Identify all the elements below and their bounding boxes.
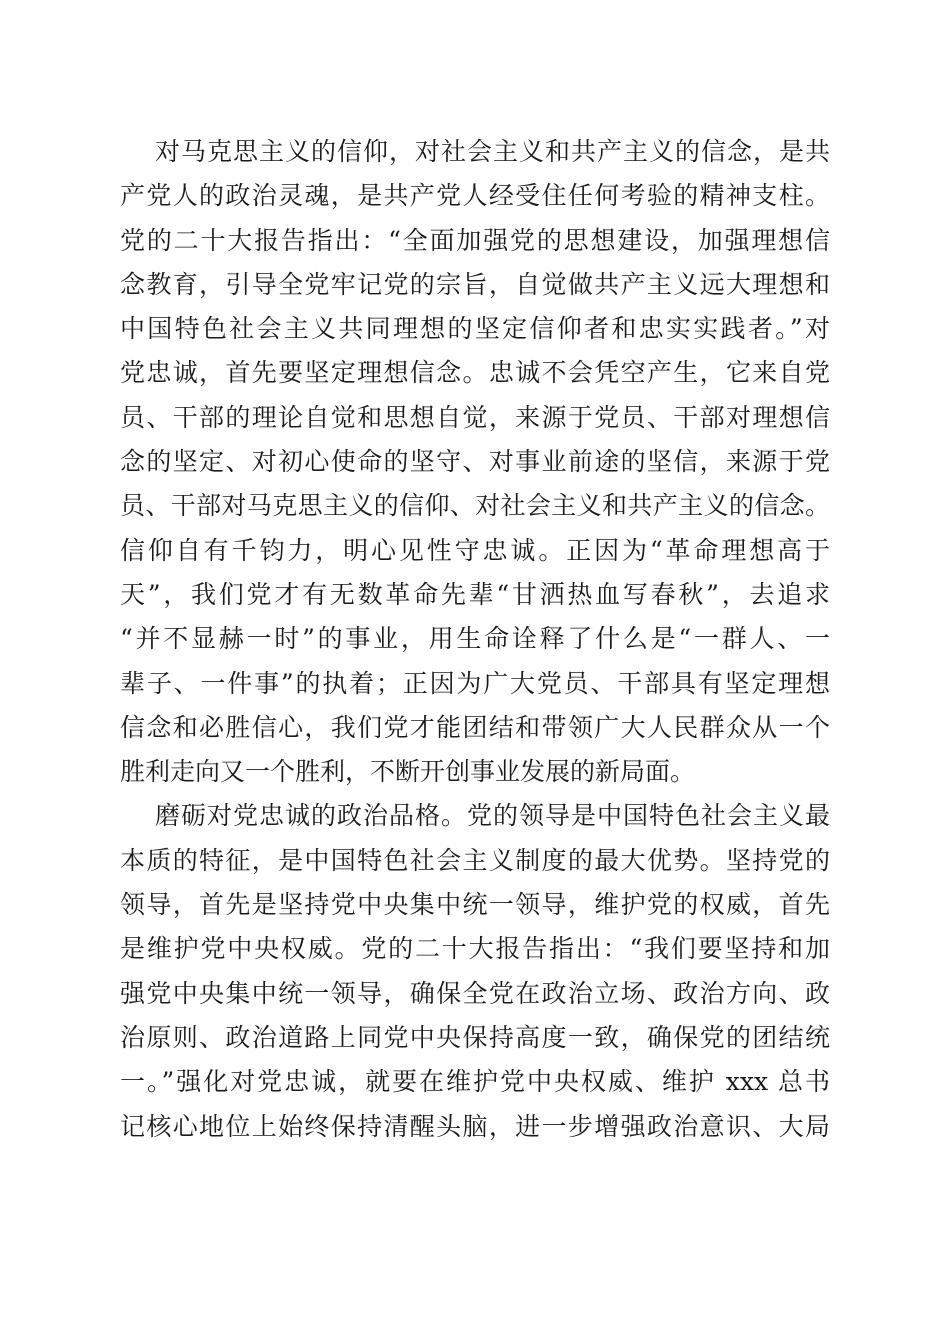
text-line: “并不显赫一时”的事业，用生命诠释了什么是“一群人、一 <box>120 624 830 654</box>
text-line: 中国特色社会主义共同理想的坚定信仰者和忠实实践者。”对 <box>120 314 830 344</box>
text-line: 本质的特征，是中国特色社会主义制度的最大优势。坚持党的 <box>120 845 830 875</box>
text-line: 信仰自有千钧力，明心见性守忠诚。正因为“革命理想高于 <box>120 535 830 565</box>
text-line: 一。”强化对党忠诚，就要在维护党中央权威、维护 xxx 总书 <box>120 1067 830 1097</box>
text-line: 磨砺对党忠诚的政治品格。党的领导是中国特色社会主义最 <box>155 801 830 831</box>
paragraph-1 <box>120 130 830 794</box>
paragraph-2 <box>120 794 830 1148</box>
text-line: 辈子、一件事”的执着；正因为广大党员、干部具有坚定理想 <box>120 668 830 698</box>
text-line: 记核心地位上始终保持清醒头脑，进一步增强政治意识、大局 <box>120 1111 830 1141</box>
text-line: 员、干部对马克思主义的信仰、对社会主义和共产主义的信念。 <box>120 491 830 521</box>
text-line: 胜利走向又一个胜利，不断开创事业发展的新局面。 <box>120 757 696 787</box>
text-line: 治原则、政治道路上同党中央保持高度一致，确保党的团结统 <box>120 1022 830 1052</box>
text-line: 信念和必胜信心，我们党才能团结和带领广大人民群众从一个 <box>120 712 830 742</box>
text-line: 念教育，引导全党牢记党的宗旨，自觉做共产主义远大理想和 <box>120 269 830 299</box>
document-body <box>120 130 830 1149</box>
text-line: 领导，首先是坚持党中央集中统一领导，维护党的权威，首先 <box>120 890 830 920</box>
text-line: 念的坚定、对初心使命的坚守、对事业前途的坚信，来源于党 <box>120 447 830 477</box>
text-line: 产党人的政治灵魂，是共产党人经受住任何考验的精神支柱。 <box>120 181 830 211</box>
text-line: 强党中央集中统一领导，确保全党在政治立场、政治方向、政 <box>120 978 830 1008</box>
text-line: 党的二十大报告指出：“全面加强党的思想建设，加强理想信 <box>120 225 830 255</box>
text-line: 党忠诚，首先要坚定理想信念。忠诚不会凭空产生，它来自党 <box>120 358 830 388</box>
text-line: 对马克思主义的信仰，对社会主义和共产主义的信念，是共 <box>155 137 830 166</box>
text-line: 员、干部的理论自觉和思想自觉，来源于党员、干部对理想信 <box>120 402 830 432</box>
text-line: 天”，我们党才有无数革命先辈“甘洒热血写春秋”，去追求 <box>120 579 830 609</box>
text-line: 是维护党中央权威。党的二十大报告指出：“我们要坚持和加 <box>120 934 830 964</box>
